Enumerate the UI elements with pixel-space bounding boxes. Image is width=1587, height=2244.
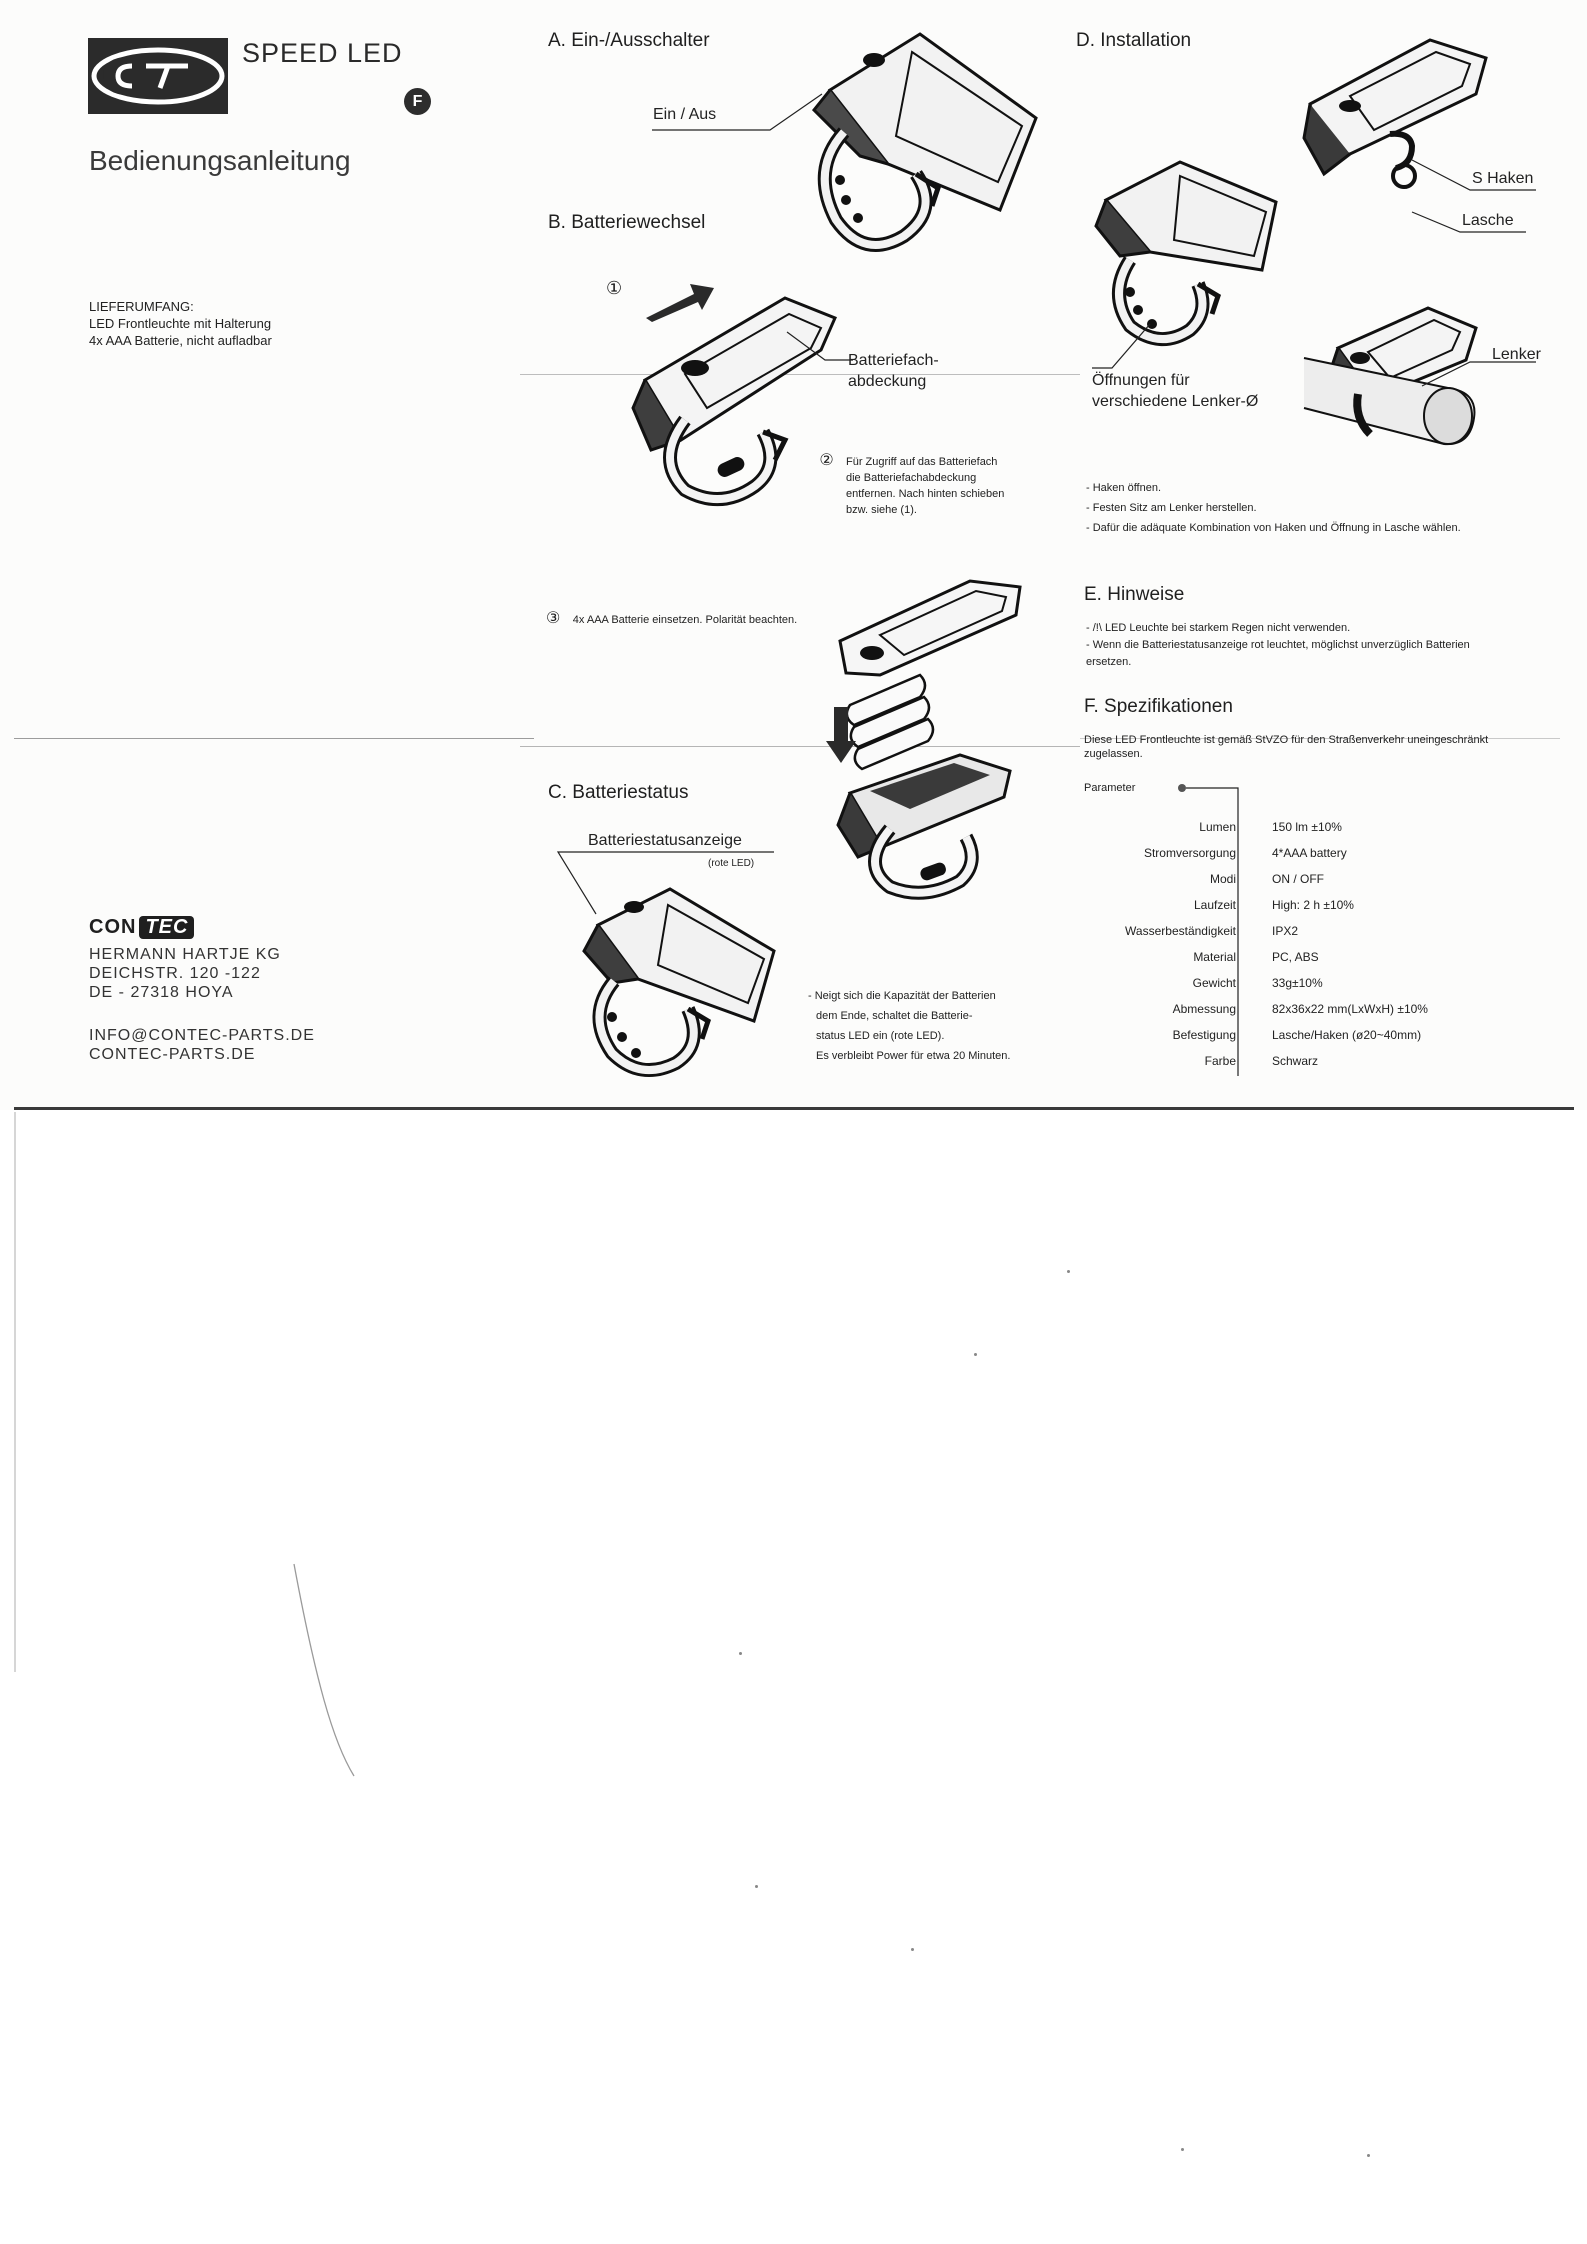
scan-speck — [1067, 1270, 1070, 1273]
fold-crease-left — [14, 738, 534, 739]
hint-line: - /!\ LED Leuchte bei starkem Regen nicht verwenden. — [1086, 622, 1351, 634]
openings-label-line: Öffnungen für — [1092, 372, 1190, 389]
hint-line: ersetzen. — [1086, 656, 1132, 668]
callout-line-cover — [785, 330, 855, 370]
parameter-label: Parameter — [1084, 782, 1136, 794]
section-e-title: E. Hinweise — [1084, 584, 1185, 605]
spec-key: Material — [1193, 950, 1236, 964]
spec-key: Modi — [1209, 872, 1236, 886]
company-contact — [89, 1026, 315, 1064]
battery-status-note — [808, 986, 1010, 1066]
battery-cover-label — [848, 350, 939, 392]
hook-label: S Haken — [1472, 170, 1534, 187]
status-note-line: status LED ein (rote LED). — [816, 1030, 945, 1042]
spec-value: Schwarz — [1272, 1054, 1319, 1068]
delivery-item: 4x AAA Batterie, nicht aufladbar — [89, 333, 272, 348]
spec-key: Gewicht — [1192, 976, 1236, 990]
section-b-title: B. Batteriewechsel — [548, 212, 706, 233]
step-2-line: Für Zugriff auf das Batteriefach — [846, 456, 998, 468]
lamp-illustration-battery-status — [578, 885, 778, 1085]
spec-value: ON / OFF — [1272, 872, 1324, 886]
spec-key: Farbe — [1204, 1054, 1236, 1068]
step-2-line: entfernen. Nach hinten schieben — [846, 488, 1005, 500]
ct-logo — [88, 38, 228, 114]
scan-speck — [1181, 2148, 1184, 2151]
company-website[interactable]: CONTEC-PARTS.DE — [89, 1046, 256, 1063]
company-name: HERMANN HARTJE KG — [89, 946, 281, 963]
spec-value: 150 lm ±10% — [1272, 820, 1342, 834]
spec-value: PC, ABS — [1272, 950, 1319, 964]
status-note-line: - Neigt sich die Kapazität der Batterien — [808, 990, 996, 1002]
page-left-edge — [14, 1112, 16, 1672]
lamp-illustration-battery-cover — [625, 290, 845, 510]
spec-value: Lasche/Haken (ø20~40mm) — [1272, 1028, 1422, 1042]
status-note-line: dem Ende, schaltet die Batterie- — [816, 1010, 973, 1022]
company-address — [89, 945, 281, 1002]
step-3-text: 4x AAA Batterie einsetzen. Polarität beachten. — [572, 614, 798, 626]
installation-notes — [1086, 478, 1461, 538]
section-d-title: D. Installation — [1076, 30, 1192, 51]
spec-intro-line: Diese LED Frontleuchte ist gemäß StVZO für den Straßenverkehr uneingeschränkt — [1084, 734, 1489, 746]
spec-value: 33g±10% — [1272, 976, 1323, 990]
battery-cover-label-line: Batteriefach- — [848, 352, 939, 369]
hints — [1086, 620, 1470, 671]
scan-speck — [739, 1652, 742, 1655]
spec-key: Laufzeit — [1193, 898, 1236, 912]
delivery-item: LED Frontleuchte mit Halterung — [89, 316, 272, 331]
spec-value: 82x36x22 mm(LxWxH) ±10% — [1272, 1002, 1428, 1016]
spec-value: IPX2 — [1272, 924, 1299, 938]
strap-label: Lasche — [1462, 212, 1514, 229]
spec-key: Befestigung — [1172, 1028, 1236, 1042]
page-fold-edge — [14, 1107, 1574, 1110]
manual-title: Bedienungsanleitung — [89, 145, 351, 176]
step-1-marker: ① — [606, 278, 623, 298]
step-3-block — [546, 608, 797, 629]
power-switch-callout: Ein / Aus — [653, 106, 717, 123]
step-2-line: bzw. siehe (1). — [846, 504, 917, 516]
installation-note: - Dafür die adäquate Kombination von Haken und Öffnung in Lasche wählen. — [1086, 522, 1461, 534]
battery-status-callout: Batteriestatusanzeige — [588, 832, 742, 849]
company-street: DEICHSTR. 120 -122 — [89, 965, 261, 982]
battery-status-callout-sub: (rote LED) — [708, 858, 755, 869]
spec-intro — [1084, 733, 1488, 761]
installation-note: - Festen Sitz am Lenker herstellen. — [1086, 502, 1257, 514]
lamp-illustration-on-off — [800, 30, 1050, 270]
spec-value: High: 2 h ±10% — [1272, 898, 1354, 912]
company-city: DE - 27318 HOYA — [89, 984, 234, 1001]
openings-label-line: verschiedene Lenker-Ø — [1092, 393, 1259, 410]
contec-logo — [89, 916, 194, 939]
section-c-title: C. Batteriestatus — [548, 782, 689, 803]
status-note-line: Es verbleibt Power für etwa 20 Minuten. — [816, 1050, 1011, 1062]
spec-key: Stromversorgung — [1143, 846, 1236, 860]
step-3-marker: ③ — [546, 610, 561, 627]
step-2-marker: ② — [819, 452, 834, 469]
logo-tec: TEC — [139, 916, 194, 939]
product-name: SPEED LED — [242, 38, 403, 68]
battery-insertion-illustration — [820, 575, 1040, 905]
installation-note: - Haken öffnen. — [1086, 482, 1162, 494]
battery-cover-label-line: abdeckung — [848, 373, 927, 390]
step-2-line: die Batteriefachabdeckung — [846, 472, 977, 484]
scan-speck — [974, 1353, 977, 1356]
edition-badge: F — [404, 88, 431, 115]
delivery-heading: LIEFERUMFANG: — [89, 299, 194, 314]
callout-line-openings — [1092, 322, 1152, 372]
callout-line-handlebar — [1420, 360, 1540, 390]
callout-lines-hook-strap — [1410, 150, 1540, 240]
spec-key: Lumen — [1199, 820, 1236, 834]
scan-scratch — [290, 1560, 360, 1780]
scan-speck — [911, 1948, 914, 1951]
hint-line: - Wenn die Batteriestatusanzeige rot leuchtet, möglichst unverzüglich Batterien — [1086, 639, 1470, 651]
spec-key: Abmessung — [1172, 1002, 1236, 1016]
scan-speck — [1367, 2154, 1370, 2157]
delivery-scope — [89, 298, 272, 349]
section-f-title: F. Spezifikationen — [1084, 696, 1233, 717]
spec-key: Wasserbeständigkeit — [1125, 924, 1236, 938]
openings-label — [1092, 370, 1258, 412]
spec-value: 4*AAA battery — [1272, 846, 1347, 860]
scan-speck — [755, 1885, 758, 1888]
section-a-title: A. Ein-/Ausschalter — [548, 30, 710, 51]
company-email[interactable]: INFO@CONTEC-PARTS.DE — [89, 1027, 315, 1044]
logo-con: CON — [89, 916, 137, 938]
handlebar-label: Lenker — [1492, 346, 1541, 363]
spec-intro-line: zugelassen. — [1084, 748, 1143, 760]
